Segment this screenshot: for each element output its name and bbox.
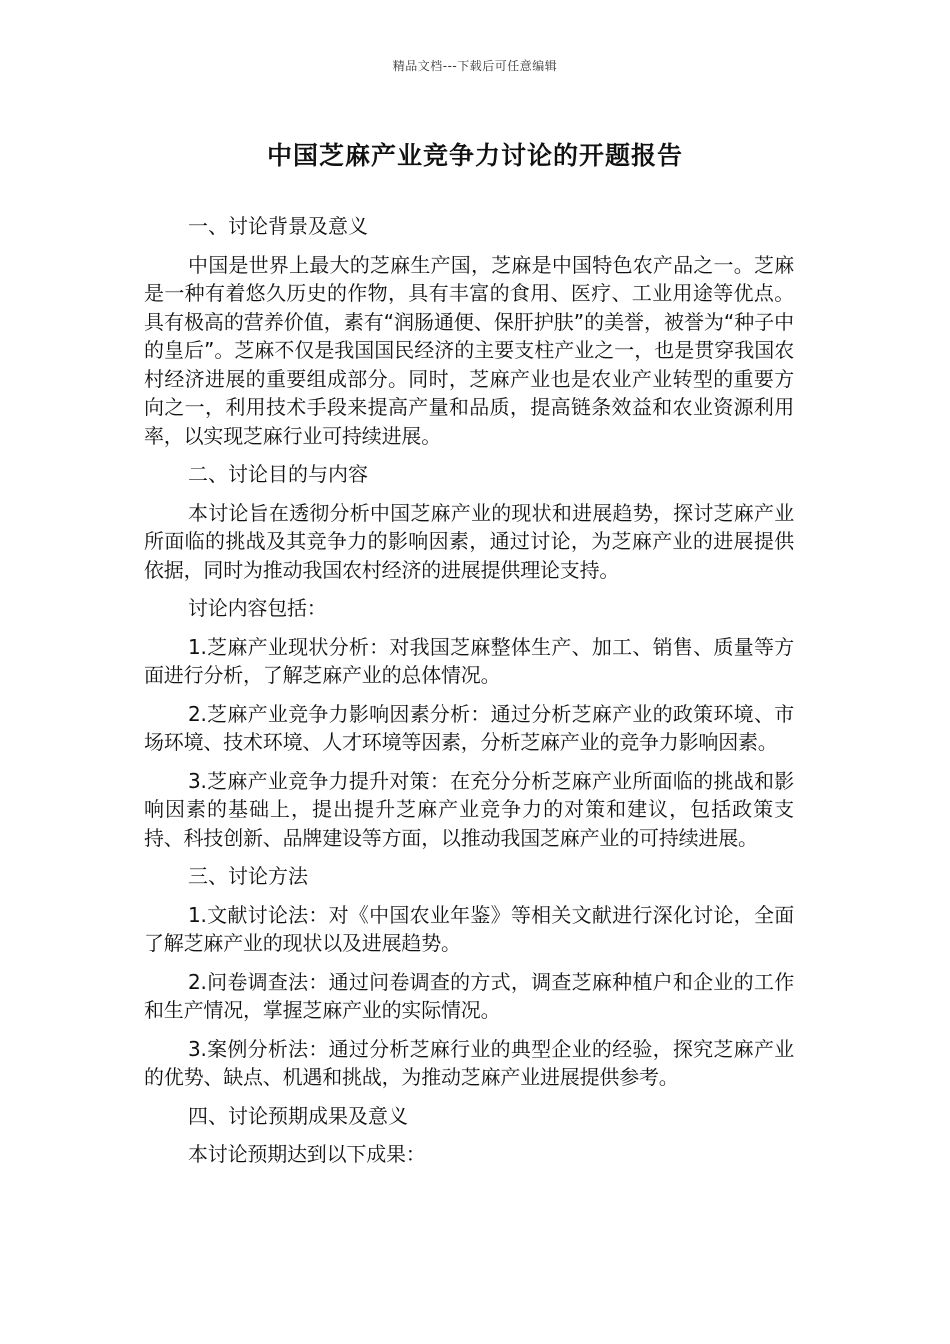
paragraph-content-intro: 讨论内容包括： xyxy=(188,596,327,620)
list-item-content-1: 1.芝麻产业现状分析：对我国芝麻整体生产、加工、销售、质量等方面进行分析，了解芝麻产业的总体情况。 xyxy=(144,634,794,687)
list-item-content-2: 2.芝麻产业竞争力影响因素分析：通过分析芝麻产业的政策环境、市场环境、技术环境、人才环境等因素，分析芝麻产业的竞争力影响因素。 xyxy=(144,701,794,754)
list-item-method-2: 2.问卷调查法：通过问卷调查的方式，调查芝麻种植户和企业的工作和生产情况，掌握芝麻产业的实际情况。 xyxy=(144,969,794,1022)
paragraph-results-intro: 本讨论预期达到以下成果： xyxy=(188,1142,426,1166)
document-body xyxy=(144,212,794,1179)
section-heading-purpose: 二、讨论目的与内容 xyxy=(188,462,368,486)
list-item-content-3: 3.芝麻产业竞争力提升对策：在充分分析芝麻产业所面临的挑战和影响因素的基础上，提出提升芝麻产业竞争力的对策和建议，包括政策支持、科技创新、品牌建设等方面，以推动我国芝麻产业的可持续进展。 xyxy=(144,768,794,850)
page-header-note: 精品文档---下载后可任意编辑 xyxy=(392,59,558,73)
paragraph-background: 中国是世界上最大的芝麻生产国，芝麻是中国特色农产品之一。芝麻是一种有着悠久历史的作物，具有丰富的食用、医疗、工业用途等优点。具有极高的营养价值，素有“润肠通便、保肝护肤”的美誉，被誉为“种子中的皇后”。芝麻不仅是我国国民经济的主要支柱产业之一，也是贯穿我国农村经济进展的重要组成部分。同时，芝麻产业也是农业产业转型的重要方向之一，利用技术手段来提高产量和品质，提高链条效益和农业资源利用率，以实现芝麻行业可持续进展。 xyxy=(144,252,794,448)
paragraph-purpose: 本讨论旨在透彻分析中国芝麻产业的现状和进展趋势，探讨芝麻产业所面临的挑战及其竞争力的影响因素，通过讨论，为芝麻产业的进展提供依据，同时为推动我国农村经济的进展提供理论支持。 xyxy=(144,500,794,582)
section-heading-methods: 三、讨论方法 xyxy=(188,864,308,888)
document-title: 中国芝麻产业竞争力讨论的开题报告 xyxy=(266,141,683,170)
section-heading-results: 四、讨论预期成果及意义 xyxy=(188,1103,408,1128)
list-item-method-3: 3.案例分析法：通过分析芝麻行业的典型企业的经验，探究芝麻产业的优势、缺点、机遇和挑战，为推动芝麻产业进展提供参考。 xyxy=(144,1036,794,1089)
list-item-method-1: 1.文献讨论法：对《中国农业年鉴》等相关文献进行深化讨论，全面了解芝麻产业的现状以及进展趋势。 xyxy=(144,902,794,955)
section-heading-background: 一、讨论背景及意义 xyxy=(188,214,368,238)
